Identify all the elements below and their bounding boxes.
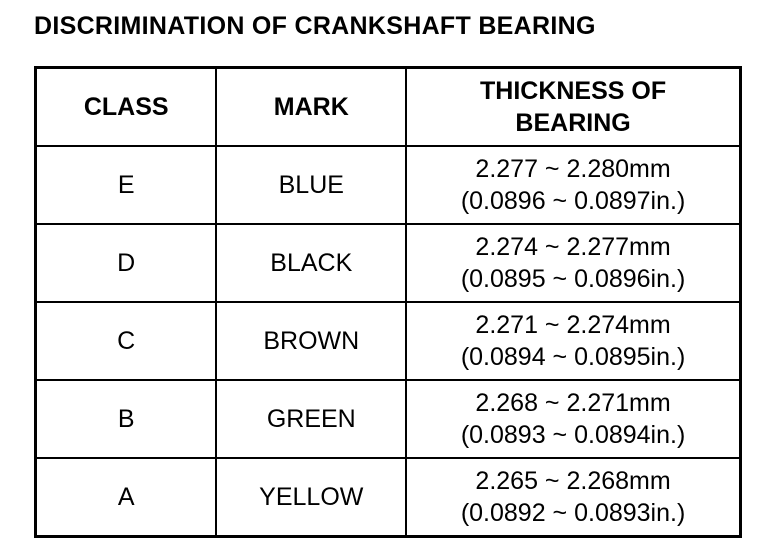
mark-cell: BROWN	[216, 302, 406, 380]
class-cell: C	[36, 302, 217, 380]
thickness-mm: 2.268 ~ 2.271mm	[475, 389, 671, 417]
thickness-mm: 2.277 ~ 2.280mm	[475, 155, 671, 183]
thickness-cell	[406, 146, 740, 224]
table-row	[36, 224, 741, 302]
table-row	[36, 380, 741, 458]
thickness-cell	[406, 224, 740, 302]
header-mark: MARK	[216, 68, 406, 147]
thickness-in: (0.0896 ~ 0.0897in.)	[460, 187, 686, 215]
class-cell: A	[36, 458, 217, 537]
class-cell: B	[36, 380, 217, 458]
mark-cell: YELLOW	[216, 458, 406, 537]
header-class: CLASS	[36, 68, 217, 147]
table-row	[36, 302, 741, 380]
mark-cell: BLACK	[216, 224, 406, 302]
header-thickness	[406, 68, 740, 147]
page-title: DISCRIMINATION OF CRANKSHAFT BEARING	[34, 12, 596, 40]
table-row	[36, 458, 741, 537]
table-row	[36, 146, 741, 224]
class-cell: D	[36, 224, 217, 302]
thickness-mm: 2.271 ~ 2.274mm	[475, 311, 671, 339]
thickness-cell	[406, 380, 740, 458]
header-thickness-line2: BEARING	[515, 109, 631, 137]
thickness-mm: 2.265 ~ 2.268mm	[475, 467, 671, 495]
thickness-in: (0.0895 ~ 0.0896in.)	[460, 265, 686, 293]
thickness-mm: 2.274 ~ 2.277mm	[475, 233, 671, 261]
thickness-cell	[406, 302, 740, 380]
header-thickness-line1: THICKNESS OF	[480, 77, 667, 105]
thickness-in: (0.0894 ~ 0.0895in.)	[460, 343, 686, 371]
thickness-cell	[406, 458, 740, 537]
thickness-in: (0.0892 ~ 0.0893in.)	[460, 499, 686, 527]
class-cell: E	[36, 146, 217, 224]
mark-cell: BLUE	[216, 146, 406, 224]
mark-cell: GREEN	[216, 380, 406, 458]
table-header-row	[36, 68, 741, 147]
thickness-in: (0.0893 ~ 0.0894in.)	[460, 421, 686, 449]
bearing-class-table	[34, 66, 742, 538]
